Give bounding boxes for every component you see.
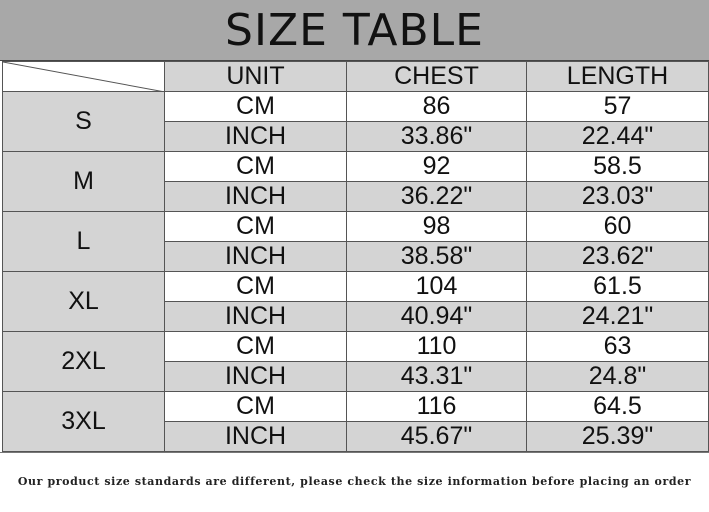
- diagonal-line-icon: [3, 62, 165, 92]
- inch-length-cell: 24.8": [527, 362, 709, 392]
- cm-unit-cell: CM: [165, 332, 347, 362]
- cm-chest-cell: 86: [347, 92, 527, 122]
- cm-length-cell: 60: [527, 212, 709, 242]
- inch-chest-cell: 38.58": [347, 242, 527, 272]
- table-row: [3, 272, 709, 302]
- cm-chest-cell: 110: [347, 332, 527, 362]
- inch-length-cell: 24.21": [527, 302, 709, 332]
- cm-unit-cell: CM: [165, 392, 347, 422]
- title-bar: [0, 0, 709, 61]
- inch-chest-cell: 43.31": [347, 362, 527, 392]
- size-label: L: [3, 212, 165, 272]
- header-length: LENGTH: [527, 62, 709, 92]
- cm-chest-cell: 116: [347, 392, 527, 422]
- inch-unit-cell: INCH: [165, 182, 347, 212]
- inch-chest-cell: 33.86": [347, 122, 527, 152]
- header-unit: UNIT: [165, 62, 347, 92]
- page-title: SIZE TABLE: [225, 4, 484, 56]
- cm-unit-cell: CM: [165, 212, 347, 242]
- cm-length-cell: 64.5: [527, 392, 709, 422]
- inch-unit-cell: INCH: [165, 242, 347, 272]
- table-row: [3, 332, 709, 362]
- cm-chest-cell: 104: [347, 272, 527, 302]
- table-row: [3, 392, 709, 422]
- header-chest: CHEST: [347, 62, 527, 92]
- inch-length-cell: 25.39": [527, 422, 709, 452]
- inch-chest-cell: 40.94": [347, 302, 527, 332]
- corner-cell: [3, 62, 165, 92]
- cm-chest-cell: 98: [347, 212, 527, 242]
- inch-length-cell: 23.62": [527, 242, 709, 272]
- cm-unit-cell: CM: [165, 272, 347, 302]
- inch-unit-cell: INCH: [165, 362, 347, 392]
- table-row: [3, 212, 709, 242]
- cm-length-cell: 63: [527, 332, 709, 362]
- size-table: [2, 61, 709, 452]
- size-label: 3XL: [3, 392, 165, 452]
- inch-chest-cell: 45.67": [347, 422, 527, 452]
- table-row: [3, 152, 709, 182]
- cm-length-cell: 57: [527, 92, 709, 122]
- inch-unit-cell: INCH: [165, 302, 347, 332]
- inch-length-cell: 23.03": [527, 182, 709, 212]
- cm-chest-cell: 92: [347, 152, 527, 182]
- cm-unit-cell: CM: [165, 92, 347, 122]
- size-label: XL: [3, 272, 165, 332]
- inch-chest-cell: 36.22": [347, 182, 527, 212]
- size-label: M: [3, 152, 165, 212]
- header-row: [3, 62, 709, 92]
- inch-unit-cell: INCH: [165, 122, 347, 152]
- size-label: S: [3, 92, 165, 152]
- size-notice: Our product size standards are different, please check the size information before placing an order: [17, 474, 692, 488]
- size-label: 2XL: [3, 332, 165, 392]
- table-row: [3, 92, 709, 122]
- inch-length-cell: 22.44": [527, 122, 709, 152]
- inch-unit-cell: INCH: [165, 422, 347, 452]
- cm-length-cell: 61.5: [527, 272, 709, 302]
- cm-length-cell: 58.5: [527, 152, 709, 182]
- cm-unit-cell: CM: [165, 152, 347, 182]
